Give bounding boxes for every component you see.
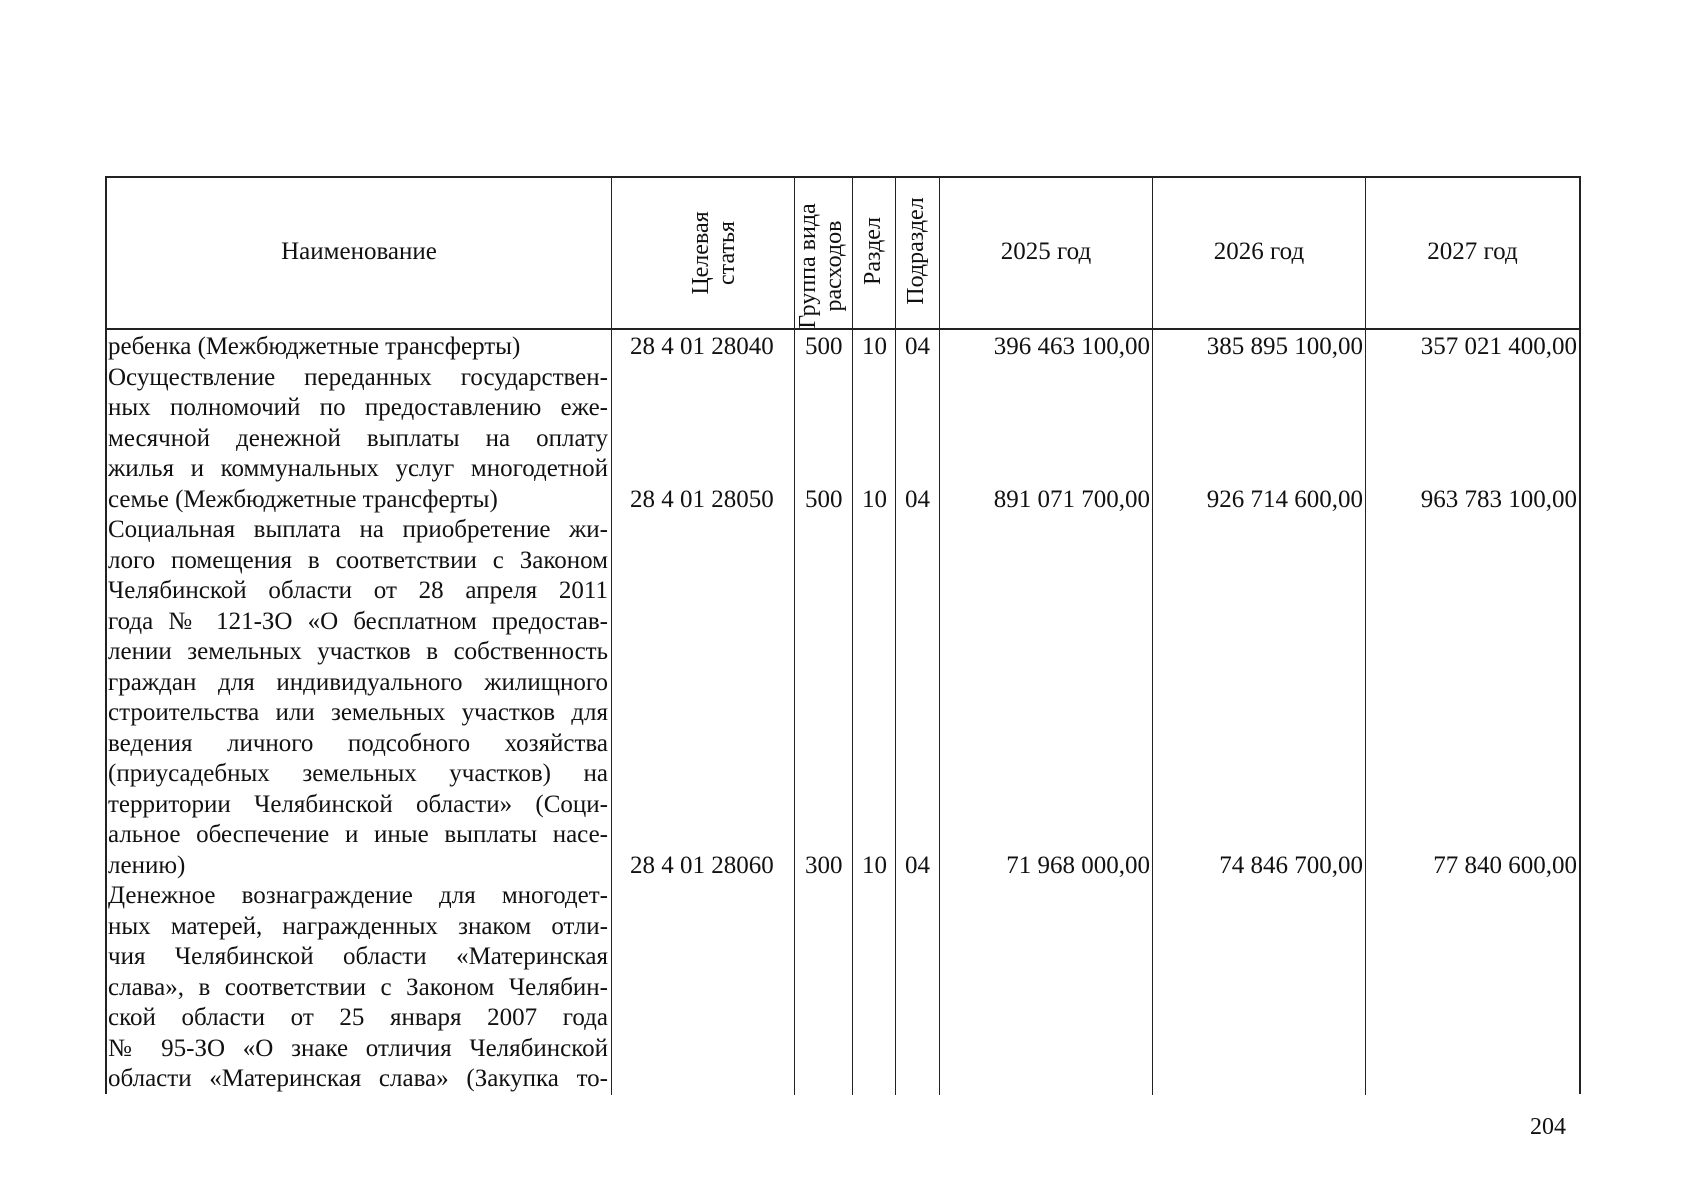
row-2027: 357 021 400,00: [1420, 333, 1577, 360]
row-name-line: чия Челябинской области «Материнская: [108, 943, 608, 970]
row-name-line: № 95-ЗО «О знаке отличия Челябинской: [108, 1034, 608, 1062]
row-subsection: 04: [905, 851, 930, 879]
row-name-line: области «Материнская слава» (Закупка то-: [108, 1065, 608, 1092]
row-name-line: года № 121-ЗО «О бесплатном предостав-: [108, 607, 608, 635]
header-expense-group: [795, 190, 851, 342]
column-divider: [852, 177, 853, 1095]
row-name-line: ской области от 25 января 2007 года: [108, 1004, 608, 1031]
row-name-line: лению): [108, 851, 186, 879]
row-2027: 77 840 600,00: [1433, 851, 1577, 879]
row-name-line: ребенка (Межбюджетные трансферты): [108, 333, 521, 360]
row-name: [108, 515, 608, 881]
row-section: 10: [862, 851, 887, 879]
row-section: 10: [862, 333, 887, 360]
row-name: [108, 881, 608, 1095]
row-group: 500: [805, 485, 843, 513]
row-name-line: ных полномочий по предоставлению еже-: [108, 394, 608, 421]
row-name-line: ведения личного подсобного хозяйства: [108, 729, 608, 757]
header-section: Раздел: [860, 217, 886, 285]
row-name-line: территории Челябинской области» (Соци-: [108, 790, 608, 818]
row-name-line: Денежное вознаграждение для многодет-: [108, 882, 608, 909]
row-2027: 963 783 100,00: [1420, 485, 1577, 513]
row-2026: 74 846 700,00: [1219, 851, 1363, 879]
table-border-top: [106, 176, 1581, 178]
header-target-article: [688, 162, 740, 344]
row-name-line: Осуществление переданных государствен-: [108, 363, 608, 391]
row-name-line: лого помещения в соответствии с Законом: [108, 546, 608, 574]
row-name-line: альное обеспечение и иные выплаты насе-: [108, 821, 608, 848]
row-name-line: граждан для индивидуального жилищного: [108, 668, 608, 696]
row-group: 300: [805, 851, 843, 879]
row-2025: 71 968 000,00: [1006, 851, 1150, 879]
row-name-line: слава», в соответствии с Законом Челябин-: [108, 973, 608, 1001]
table-border-right: [1579, 176, 1581, 1094]
row-name: [108, 332, 608, 363]
header-name: Наименование: [281, 238, 437, 265]
header-2027: 2027 год: [1427, 238, 1518, 265]
column-divider: [1365, 177, 1366, 1095]
row-code: 28 4 01 28040: [630, 333, 774, 360]
row-section: 10: [862, 485, 887, 513]
header-subsection: Подраздел: [903, 197, 929, 305]
column-divider: [895, 177, 896, 1095]
header-2025: 2025 год: [1000, 238, 1092, 265]
row-name-line: строительства или земельных участков для: [108, 699, 608, 726]
row-2025: 396 463 100,00: [993, 333, 1150, 360]
header-target-article-text: Целевая статья: [688, 211, 740, 295]
row-name-line: Социальная выплата на приобретение жи-: [108, 516, 608, 543]
row-name-line: семье (Межбюджетные трансферты): [108, 485, 498, 513]
row-name-line: лении земельных участков в собственность: [108, 638, 608, 665]
column-divider: [1152, 177, 1153, 1095]
row-subsection: 04: [905, 333, 930, 360]
column-divider: [611, 177, 612, 1095]
header-expense-group-text: Группа вида расходов: [795, 203, 847, 329]
row-name: [108, 363, 608, 516]
row-name-line: (приусадебных земельных участков) на: [108, 760, 608, 787]
table-border-left: [105, 176, 107, 1094]
row-2026: 926 714 600,00: [1206, 485, 1363, 513]
row-name-line: Челябинской области от 28 апреля 2011: [108, 577, 608, 604]
header-2026: 2026 год: [1213, 238, 1305, 265]
column-divider: [939, 177, 940, 1095]
row-code: 28 4 01 28060: [630, 851, 774, 879]
row-name-line: месячной денежной выплаты на оплату: [108, 424, 608, 452]
row-subsection: 04: [905, 485, 930, 513]
row-2026: 385 895 100,00: [1206, 333, 1363, 360]
row-name-line: жилья и коммунальных услуг многодетной: [108, 455, 608, 482]
row-group: 500: [805, 333, 843, 360]
row-name-line: ных матерей, награжденных знаком отли-: [108, 912, 608, 940]
row-2025: 891 071 700,00: [993, 485, 1150, 513]
page-number: 204: [1530, 1114, 1566, 1140]
row-code: 28 4 01 28050: [630, 485, 774, 513]
